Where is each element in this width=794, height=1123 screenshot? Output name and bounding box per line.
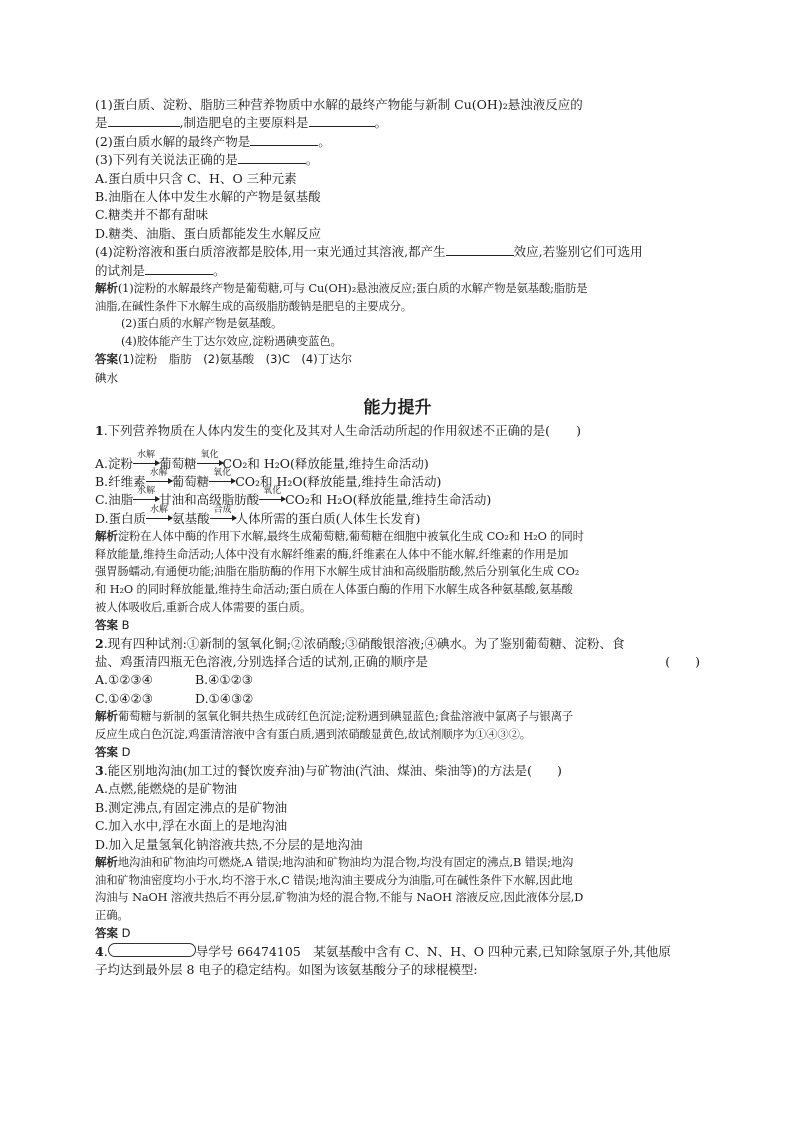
answer-label: 答案	[95, 352, 118, 367]
document-page	[95, 96, 700, 980]
explanation-label: 解析	[95, 854, 118, 869]
q0-explanation-line3: (2)蛋白质的水解产物是氨基酸。	[121, 317, 283, 331]
explanation-label: 解析	[95, 709, 118, 724]
q1-option-c: C.油脂 水解 甘油和高级脂肪酸 氧化 CO₂和 H₂O(释放能量,维持生命活动)	[95, 491, 700, 509]
answer-blank	[309, 114, 375, 127]
q0-answer-line1: 答案(1)淀粉 脂肪 (2)氨基酸 (3)C (4)丁达尔	[95, 352, 353, 367]
reaction-arrow: 水解	[133, 455, 159, 473]
q2-explanation-line2: 反应生成白色沉淀,鸡蛋清溶液中含有蛋白质,遇到浓硝酸显黄色,故试剂顺序为①④③②。	[95, 727, 531, 741]
answer-blank	[108, 114, 180, 127]
section-title: 能力提升	[363, 398, 432, 419]
reaction-arrow: 氧化	[259, 491, 285, 509]
q0-explanation-line2: 油脂,在碱性条件下水解生成的高级脂肪酸钠是肥皂的主要成分。	[95, 299, 413, 313]
q1-explanation-line5: 被人体吸收后,重新合成人体需要的蛋白质。	[95, 600, 312, 614]
q1-answer: 答案 B	[95, 618, 130, 633]
answer-blank	[250, 133, 318, 146]
q2-options-row2: C.①④②③ D.①④③②	[95, 690, 254, 706]
q3-option-c: C.加入水中,浮在水面上的是地沟油	[95, 818, 288, 834]
q4-stem-line2: 子均达到最外层 8 电子的稳定结构。如图为该氨基酸分子的球棍模型:	[95, 962, 478, 978]
reaction-arrow: 水解	[133, 491, 159, 509]
q1-explanation-line4: 和 H₂O 的同时释放能量,维持生命活动;蛋白质在人体蛋白酶的作用下水解生成各种氨基酸,氨基酸	[95, 583, 573, 597]
q3-explanation-line2: 油和矿物油密度均小于水,均不溶于水,C 错误;地沟油主要成分为油脂,可在碱性条件下水解,因此地	[95, 873, 573, 887]
answer-label: 答案	[95, 926, 118, 941]
q1-explanation-line3: 强胃肠蠕动,有通便功能;油脂在脂肪酶的作用下水解生成甘油和高级脂肪酸,然后分别氧化生成 CO₂	[95, 565, 580, 579]
q2-answer: 答案 D	[95, 745, 131, 760]
q4-stem-line1: 4. 导学号 66474105 某氨基酸中含有 C、N、H、O 四种元素,已知除氢原子外,其他原	[95, 943, 671, 959]
answer-blank	[145, 262, 213, 275]
q0-part1-line2: 是 ,制造肥皂的主要原料是 。	[95, 115, 388, 131]
explanation-label: 解析	[95, 529, 118, 544]
q1-option-a: A.淀粉 水解 葡萄糖 氧化 CO₂和 H₂O(释放能量,维持生命活动)	[95, 455, 700, 473]
answer-label: 答案	[95, 745, 118, 760]
q0-option-d: D.糖类、油脂、蛋白质都能发生水解反应	[95, 225, 322, 241]
q3-explanation-line1: 解析地沟油和矿物油均可燃烧,A 错误;地沟油和矿物油均为混合物,均没有固定的沸点,B 错误;地沟	[95, 854, 574, 869]
reaction-arrow: 水解	[146, 510, 172, 528]
q0-part1-line1: (1)蛋白质、淀粉、脂肪三种营养物质中水解的最终产物能与新制 Cu(OH)₂悬浊液反应的	[95, 97, 583, 112]
q0-explanation-line4: (4)胶体能产生丁达尔效应,淀粉遇碘变蓝色。	[121, 334, 342, 348]
q0-part4-line2: 的试剂是 。	[95, 262, 226, 278]
answer-blank	[446, 243, 514, 256]
q3-option-b: B.测定沸点,有固定沸点的是矿物油	[95, 799, 288, 815]
reaction-arrow: 氧化	[197, 455, 223, 473]
q2-explanation-line1: 解析葡萄糖与新制的氢氧化铜共热生成砖红色沉淀;淀粉遇到碘显蓝色;食盐溶液中氯离子与银离子	[95, 709, 574, 724]
q0-option-c: C.糖类并不都有甜味	[95, 207, 209, 223]
reaction-arrow: 水解	[146, 473, 172, 491]
q3-option-d: D.加入足量氢氧化钠溶液共热,不分层的是地沟油	[95, 836, 363, 852]
q3-explanation-line4: 正确。	[95, 908, 129, 922]
q3-stem: 3.能区别地沟油(加工过的餐饮废弃油)与矿物油(汽油、煤油、柴油等)的方法是( )	[95, 762, 562, 778]
q0-option-b: B.油脂在人体中发生水解的产物是氨基酸	[95, 189, 321, 205]
q1-explanation-line1: 解析淀粉在人体中酶的作用下水解,最终生成葡萄糖,葡萄糖在细胞中被氧化生成 CO₂和 H₂O 的同时	[95, 529, 584, 544]
reaction-arrow: 氧化	[209, 473, 235, 491]
q0-option-a: A.蛋白质中只含 C、H、O 三种元素	[95, 170, 297, 186]
answer-label: 答案	[95, 618, 118, 633]
q3-explanation-line3: 沟油与 NaOH 溶液共热后不再分层,矿物油为烃的混合物,不能与 NaOH 溶液反应,因此液体分层,D	[95, 891, 584, 905]
q0-answer-line2: 碘水	[95, 370, 118, 385]
q2-stem-line1: 2.现有四种试剂:①新制的氢氧化铜;②浓硝酸;③硝酸银溶液;④碘水。为了鉴别葡萄糖、淀粉、食	[95, 635, 625, 651]
reaction-arrow: 合成	[210, 510, 236, 528]
q1-explanation-line2: 释放能量,维持生命活动;人体中没有水解纤维素的酶,纤维素在人体中不能水解,纤维素的作用是加	[95, 547, 569, 561]
explanation-label: 解析	[95, 281, 118, 296]
q0-part2: (2)蛋白质水解的最终产物是 。	[95, 133, 331, 149]
q2-options-row1: A.①②③④ B.④①②③	[95, 672, 253, 688]
q1-option-d: D.蛋白质 水解 氨基酸 合成 人体所需的蛋白质(人体生长发育)	[95, 510, 700, 528]
q1-stem: 1.下列营养物质在人体内发生的变化及其对人生命活动所起的作用叙述不正确的是( )	[95, 423, 581, 439]
oval-mark-icon	[108, 943, 196, 957]
q0-part4-line1: (4)淀粉溶液和蛋白质溶液都是胶体,用一束光通过其溶液,都产生 效应,若鉴别它们可选用	[95, 244, 643, 260]
q1-option-b: B.纤维素 水解 葡萄糖 氧化 CO₂和 H₂O(释放能量,维持生命活动)	[95, 473, 700, 491]
q0-explanation-line1: 解析(1)淀粉的水解最终产物是葡萄糖,可与 Cu(OH)₂悬浊液反应;蛋白质的水解产物是氨基酸;脂肪是	[95, 281, 588, 296]
q3-answer: 答案 D	[95, 926, 131, 941]
q2-stem-line2: 盐、鸡蛋清四瓶无色溶液,分别选择合适的试剂,正确的顺序是 ( )	[95, 654, 700, 670]
answer-blank	[238, 151, 306, 164]
q0-part3: (3)下列有关说法正确的是 。	[95, 152, 319, 168]
q3-option-a: A.点燃,能燃烧的是矿物油	[95, 781, 237, 797]
